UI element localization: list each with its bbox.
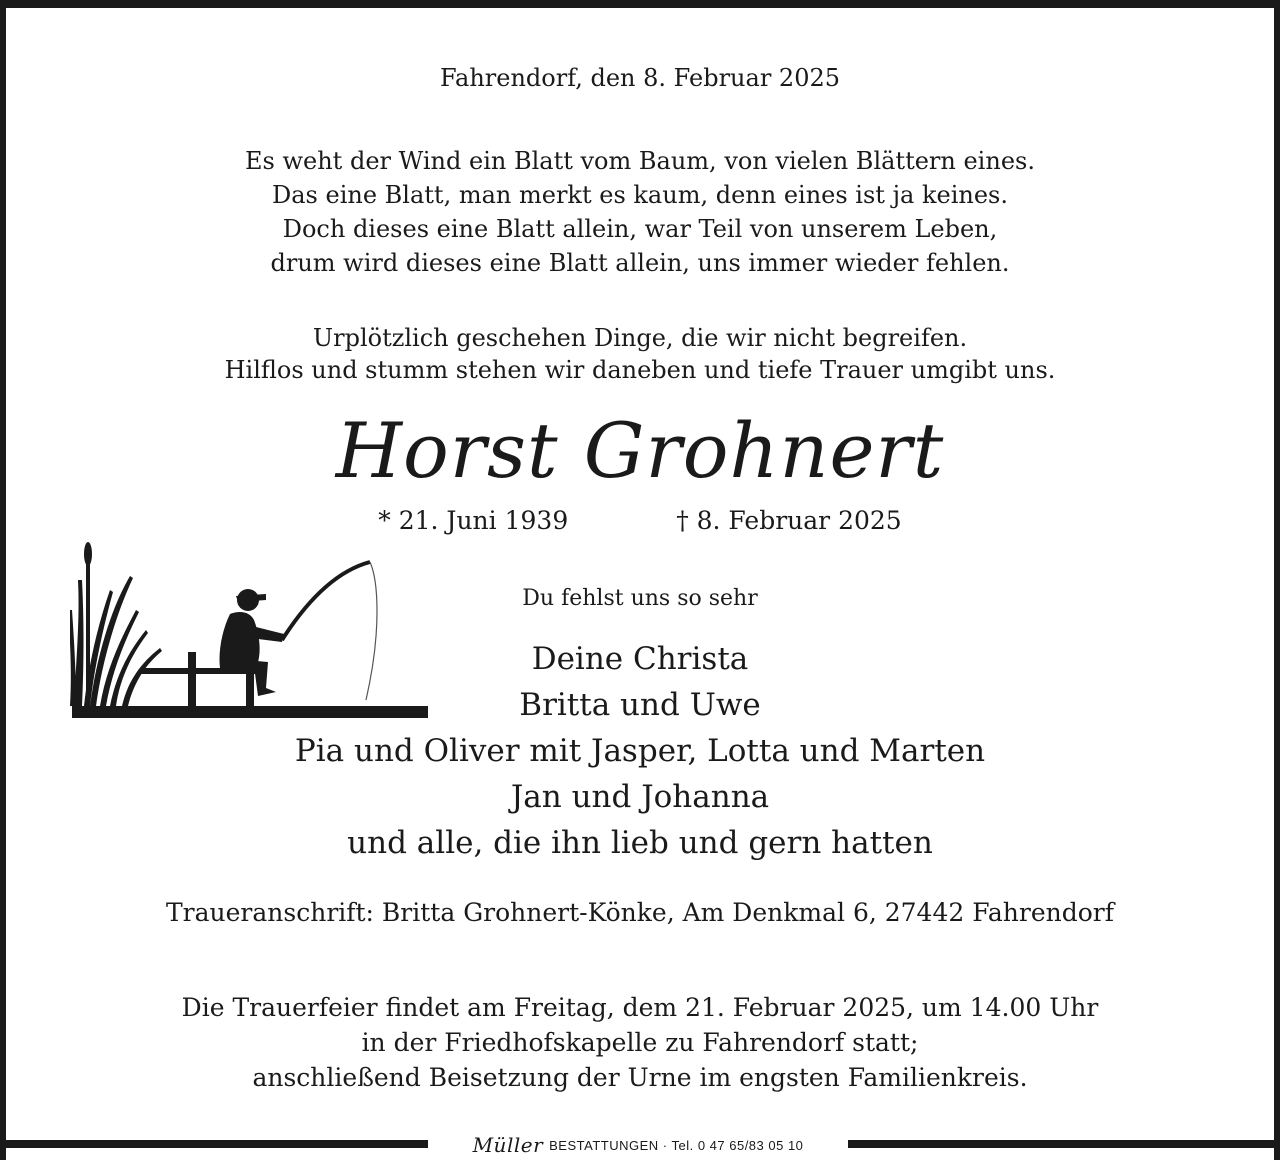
date-line: Fahrendorf, den 8. Februar 2025 bbox=[440, 64, 840, 92]
poem-line: Es weht der Wind ein Blatt vom Baum, von vielen Blättern eines. bbox=[245, 147, 1035, 175]
family-line: und alle, die ihn lieb und gern hatten bbox=[347, 825, 933, 861]
service-line: anschließend Beisetzung der Urne im engsten Familienkreis. bbox=[252, 1063, 1028, 1092]
missing-you-line: Du fehlst uns so sehr bbox=[522, 586, 758, 611]
birth-date: * 21. Juni 1939 bbox=[378, 506, 569, 535]
service-line: in der Friedhofskapelle zu Fahrendorf statt; bbox=[361, 1028, 919, 1057]
poem-line: drum wird dieses eine Blatt allein, uns immer wieder fehlen. bbox=[270, 249, 1010, 277]
family-line: Jan und Johanna bbox=[510, 779, 770, 815]
funeral-home-footer bbox=[428, 1130, 848, 1160]
mourning-address: Traueranschrift: Britta Grohnert-Könke, Am Denkmal 6, 27442 Fahrendorf bbox=[166, 898, 1114, 927]
funeral-home-logo: Müller bbox=[472, 1133, 544, 1157]
funeral-home-contact: BESTATTUNGEN · Tel. 0 47 65/83 05 10 bbox=[549, 1137, 804, 1153]
poem-second-stanza bbox=[0, 322, 1280, 386]
family-signatures bbox=[200, 636, 1080, 866]
poem bbox=[0, 144, 1280, 280]
deceased-name: Horst Grohnert bbox=[335, 406, 945, 495]
funeral-service-info bbox=[60, 990, 1220, 1095]
poem-line: Urplötzlich geschehen Dinge, die wir nicht begreifen. bbox=[312, 324, 968, 352]
family-line: Britta und Uwe bbox=[519, 687, 761, 723]
life-dates bbox=[0, 506, 1280, 535]
death-date: † 8. Februar 2025 bbox=[676, 506, 902, 535]
poem-line: Das eine Blatt, man merkt es kaum, denn eines ist ja keines. bbox=[272, 181, 1008, 209]
poem-line: Hilflos und stumm stehen wir daneben und tiefe Trauer umgibt uns. bbox=[224, 356, 1056, 384]
family-line: Pia und Oliver mit Jasper, Lotta und Marten bbox=[294, 733, 986, 769]
bottom-rule-left bbox=[0, 1140, 428, 1148]
service-line: Die Trauerfeier findet am Freitag, dem 21. Februar 2025, um 14.00 Uhr bbox=[181, 993, 1099, 1022]
poem-line: Doch dieses eine Blatt allein, war Teil von unserem Leben, bbox=[282, 215, 998, 243]
family-line: Deine Christa bbox=[531, 641, 749, 677]
bottom-rule-right bbox=[848, 1140, 1280, 1148]
